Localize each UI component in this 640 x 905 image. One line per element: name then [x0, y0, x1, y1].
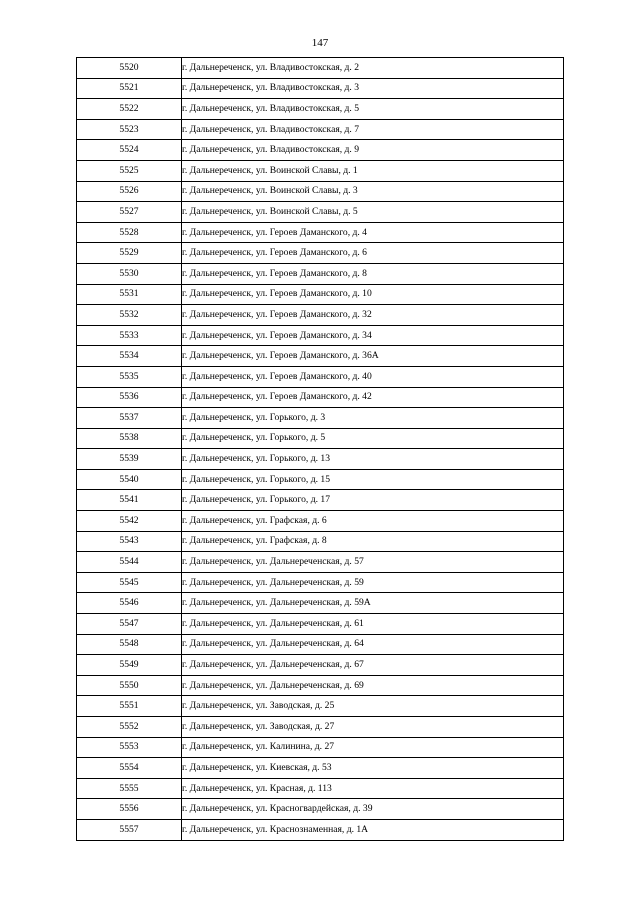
address-cell: г. Дальнереченск, ул. Графская, д. 6: [182, 511, 564, 532]
address-cell: г. Дальнереченск, ул. Краснознаменная, д. 1А: [182, 819, 564, 840]
table-row: [77, 181, 564, 202]
address-table: [76, 57, 564, 841]
row-number-cell: 5524: [77, 140, 182, 161]
table-row: [77, 552, 564, 573]
row-number-cell: 5536: [77, 387, 182, 408]
table-row: [77, 263, 564, 284]
row-number-cell: 5557: [77, 819, 182, 840]
table-row: [77, 490, 564, 511]
table-row: [77, 758, 564, 779]
address-cell: г. Дальнереченск, ул. Дальнереченская, д. 59А: [182, 593, 564, 614]
row-number-cell: 5528: [77, 222, 182, 243]
address-cell: г. Дальнереченск, ул. Владивостокская, д. 2: [182, 58, 564, 79]
address-cell: г. Дальнереченск, ул. Дальнереченская, д. 64: [182, 634, 564, 655]
address-cell: г. Дальнереченск, ул. Героев Даманского, д. 10: [182, 284, 564, 305]
address-cell: г. Дальнереченск, ул. Героев Даманского, д. 6: [182, 243, 564, 264]
address-cell: г. Дальнереченск, ул. Владивостокская, д. 3: [182, 78, 564, 99]
table-row: [77, 387, 564, 408]
row-number-cell: 5520: [77, 58, 182, 79]
row-number-cell: 5542: [77, 511, 182, 532]
table-row: [77, 284, 564, 305]
address-cell: г. Дальнереченск, ул. Графская, д. 8: [182, 531, 564, 552]
address-cell: г. Дальнереченск, ул. Дальнереченская, д. 67: [182, 655, 564, 676]
table-row: [77, 531, 564, 552]
row-number-cell: 5552: [77, 717, 182, 738]
row-number-cell: 5529: [77, 243, 182, 264]
address-cell: г. Дальнереченск, ул. Героев Даманского, д. 8: [182, 263, 564, 284]
address-cell: г. Дальнереченск, ул. Киевская, д. 53: [182, 758, 564, 779]
table-row: [77, 346, 564, 367]
table-row: [77, 408, 564, 429]
table-row: [77, 325, 564, 346]
row-number-cell: 5521: [77, 78, 182, 99]
row-number-cell: 5525: [77, 160, 182, 181]
row-number-cell: 5544: [77, 552, 182, 573]
address-cell: г. Дальнереченск, ул. Владивостокская, д. 5: [182, 99, 564, 120]
table-row: [77, 366, 564, 387]
address-cell: г. Дальнереченск, ул. Владивостокская, д. 9: [182, 140, 564, 161]
table-row: [77, 675, 564, 696]
table-row: [77, 717, 564, 738]
row-number-cell: 5523: [77, 119, 182, 140]
address-cell: г. Дальнереченск, ул. Калинина, д. 27: [182, 737, 564, 758]
table-row: [77, 469, 564, 490]
table-row: [77, 572, 564, 593]
address-cell: г. Дальнереченск, ул. Горького, д. 5: [182, 428, 564, 449]
table-row: [77, 655, 564, 676]
address-cell: г. Дальнереченск, ул. Воинской Славы, д. 1: [182, 160, 564, 181]
table-row: [77, 778, 564, 799]
table-row: [77, 243, 564, 264]
row-number-cell: 5555: [77, 778, 182, 799]
address-cell: г. Дальнереченск, ул. Заводская, д. 25: [182, 696, 564, 717]
row-number-cell: 5547: [77, 614, 182, 635]
table-row: [77, 119, 564, 140]
address-cell: г. Дальнереченск, ул. Горького, д. 17: [182, 490, 564, 511]
table-row: [77, 160, 564, 181]
table-row: [77, 449, 564, 470]
row-number-cell: 5538: [77, 428, 182, 449]
table-row: [77, 202, 564, 223]
row-number-cell: 5548: [77, 634, 182, 655]
row-number-cell: 5556: [77, 799, 182, 820]
table-row: [77, 593, 564, 614]
address-cell: г. Дальнереченск, ул. Героев Даманского, д. 42: [182, 387, 564, 408]
address-cell: г. Дальнереченск, ул. Героев Даманского, д. 40: [182, 366, 564, 387]
address-cell: г. Дальнереченск, ул. Воинской Славы, д. 5: [182, 202, 564, 223]
address-cell: г. Дальнереченск, ул. Владивостокская, д. 7: [182, 119, 564, 140]
table-row: [77, 222, 564, 243]
address-cell: г. Дальнереченск, ул. Горького, д. 13: [182, 449, 564, 470]
address-cell: г. Дальнереченск, ул. Горького, д. 3: [182, 408, 564, 429]
row-number-cell: 5546: [77, 593, 182, 614]
row-number-cell: 5550: [77, 675, 182, 696]
row-number-cell: 5543: [77, 531, 182, 552]
row-number-cell: 5532: [77, 305, 182, 326]
row-number-cell: 5554: [77, 758, 182, 779]
table-row: [77, 799, 564, 820]
row-number-cell: 5522: [77, 99, 182, 120]
address-cell: г. Дальнереченск, ул. Героев Даманского, д. 34: [182, 325, 564, 346]
address-cell: г. Дальнереченск, ул. Красная, д. 113: [182, 778, 564, 799]
address-cell: г. Дальнереченск, ул. Героев Даманского, д. 4: [182, 222, 564, 243]
row-number-cell: 5551: [77, 696, 182, 717]
address-cell: г. Дальнереченск, ул. Дальнереченская, д. 57: [182, 552, 564, 573]
row-number-cell: 5531: [77, 284, 182, 305]
table-row: [77, 614, 564, 635]
table-row: [77, 58, 564, 79]
row-number-cell: 5533: [77, 325, 182, 346]
row-number-cell: 5549: [77, 655, 182, 676]
table-row: [77, 696, 564, 717]
row-number-cell: 5545: [77, 572, 182, 593]
row-number-cell: 5539: [77, 449, 182, 470]
row-number-cell: 5553: [77, 737, 182, 758]
table-row: [77, 99, 564, 120]
address-cell: г. Дальнереченск, ул. Красногвардейская, д. 39: [182, 799, 564, 820]
row-number-cell: 5537: [77, 408, 182, 429]
table-row: [77, 511, 564, 532]
row-number-cell: 5526: [77, 181, 182, 202]
address-cell: г. Дальнереченск, ул. Дальнереченская, д. 61: [182, 614, 564, 635]
row-number-cell: 5527: [77, 202, 182, 223]
address-cell: г. Дальнереченск, ул. Героев Даманского, д. 32: [182, 305, 564, 326]
table-row: [77, 634, 564, 655]
table-row: [77, 819, 564, 840]
address-cell: г. Дальнереченск, ул. Воинской Славы, д. 3: [182, 181, 564, 202]
address-cell: г. Дальнереченск, ул. Дальнереченская, д. 69: [182, 675, 564, 696]
row-number-cell: 5534: [77, 346, 182, 367]
page-number: 147: [311, 37, 329, 49]
row-number-cell: 5530: [77, 263, 182, 284]
row-number-cell: 5535: [77, 366, 182, 387]
table-row: [77, 428, 564, 449]
address-cell: г. Дальнереченск, ул. Заводская, д. 27: [182, 717, 564, 738]
table-row: [77, 305, 564, 326]
table-row: [77, 78, 564, 99]
address-cell: г. Дальнереченск, ул. Горького, д. 15: [182, 469, 564, 490]
address-cell: г. Дальнереченск, ул. Героев Даманского, д. 36А: [182, 346, 564, 367]
address-cell: г. Дальнереченск, ул. Дальнереченская, д. 59: [182, 572, 564, 593]
row-number-cell: 5540: [77, 469, 182, 490]
address-table-body: [77, 58, 564, 841]
table-row: [77, 737, 564, 758]
table-row: [77, 140, 564, 161]
row-number-cell: 5541: [77, 490, 182, 511]
